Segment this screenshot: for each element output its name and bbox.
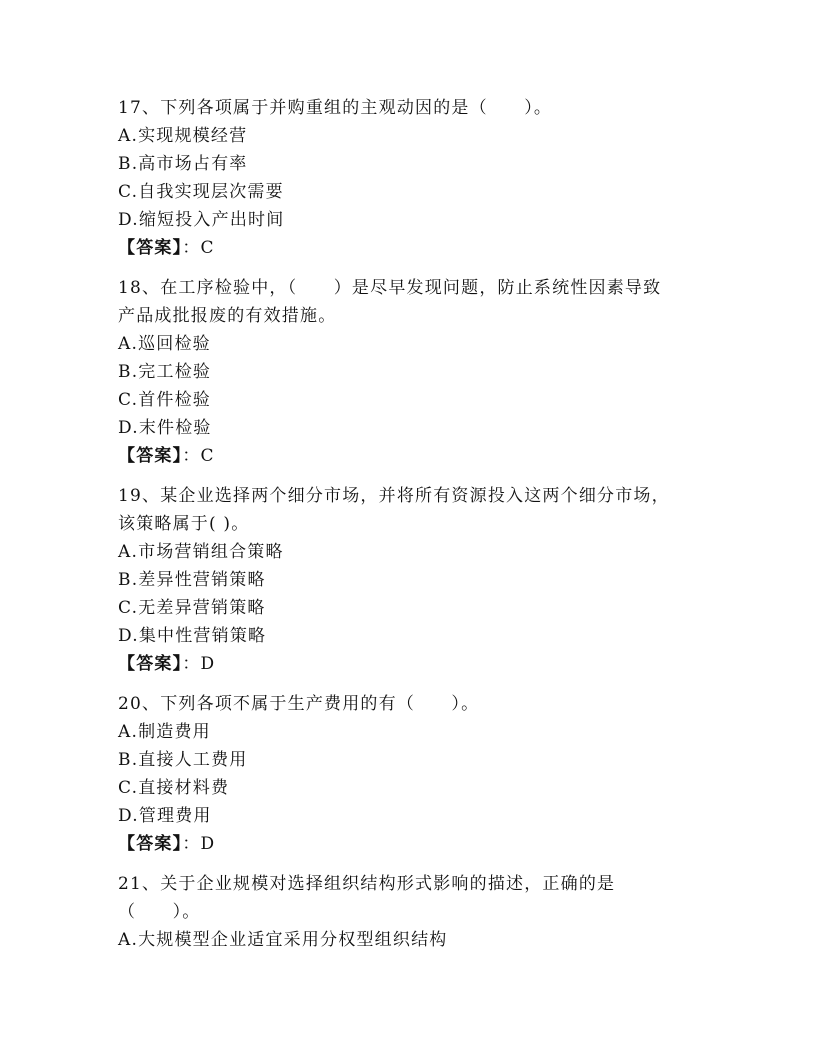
option-b: B.高市场占有率 — [118, 154, 248, 174]
option-d: D.管理费用 — [118, 806, 212, 826]
option-d: D.缩短投入产出时间 — [118, 210, 285, 230]
question-text-continued: 产品成批报废的有效措施。 — [118, 306, 337, 326]
option-a: A.巡回检验 — [118, 334, 211, 354]
option-c: C.首件检验 — [118, 390, 212, 410]
question-text: 17、下列各项属于并购重组的主观动因的是（ ）。 — [118, 98, 553, 118]
question-17 — [118, 94, 708, 262]
answer-line — [118, 830, 708, 858]
option-d: D.末件检验 — [118, 418, 212, 438]
question-19 — [118, 482, 708, 678]
document-page — [118, 94, 708, 954]
question-21 — [118, 870, 708, 954]
option-b: B.完工检验 — [118, 362, 212, 382]
answer-line — [118, 234, 708, 262]
answer-label: 【答案】 — [118, 654, 183, 674]
option-c: C.无差异营销策略 — [118, 598, 266, 618]
option-a: A.实现规模经营 — [118, 126, 248, 146]
answer-value: ：D — [182, 834, 216, 854]
option-a: A.市场营销组合策略 — [118, 542, 284, 562]
answer-line — [118, 442, 708, 470]
option-b: B.直接人工费用 — [118, 750, 248, 770]
option-b: B.差异性营销策略 — [118, 570, 266, 590]
question-text: 19、某企业选择两个细分市场，并将所有资源投入这两个细分市场， — [118, 486, 670, 506]
answer-value: ：D — [182, 654, 216, 674]
answer-label: 【答案】 — [118, 238, 183, 258]
answer-value: ：C — [182, 238, 215, 258]
question-text: 21、关于企业规模对选择组织结构形式影响的描述，正确的是 — [118, 874, 616, 894]
question-text-continued: （ ）。 — [118, 902, 201, 922]
option-c: C.自我实现层次需要 — [118, 182, 284, 202]
option-a: A.大规模型企业适宜采用分权型组织结构 — [118, 930, 448, 950]
question-text: 18、在工序检验中，（ ）是尽早发现问题，防止系统性因素导致 — [118, 278, 662, 298]
question-text-continued: 该策略属于( )。 — [118, 514, 250, 534]
answer-value: ：C — [182, 446, 215, 466]
question-20 — [118, 690, 708, 858]
option-c: C.直接材料费 — [118, 778, 230, 798]
question-18 — [118, 274, 708, 470]
question-text: 20、下列各项不属于生产费用的有（ ）。 — [118, 694, 480, 714]
answer-label: 【答案】 — [118, 834, 183, 854]
answer-label: 【答案】 — [118, 446, 183, 466]
answer-line — [118, 650, 708, 678]
option-a: A.制造费用 — [118, 722, 211, 742]
option-d: D.集中性营销策略 — [118, 626, 267, 646]
